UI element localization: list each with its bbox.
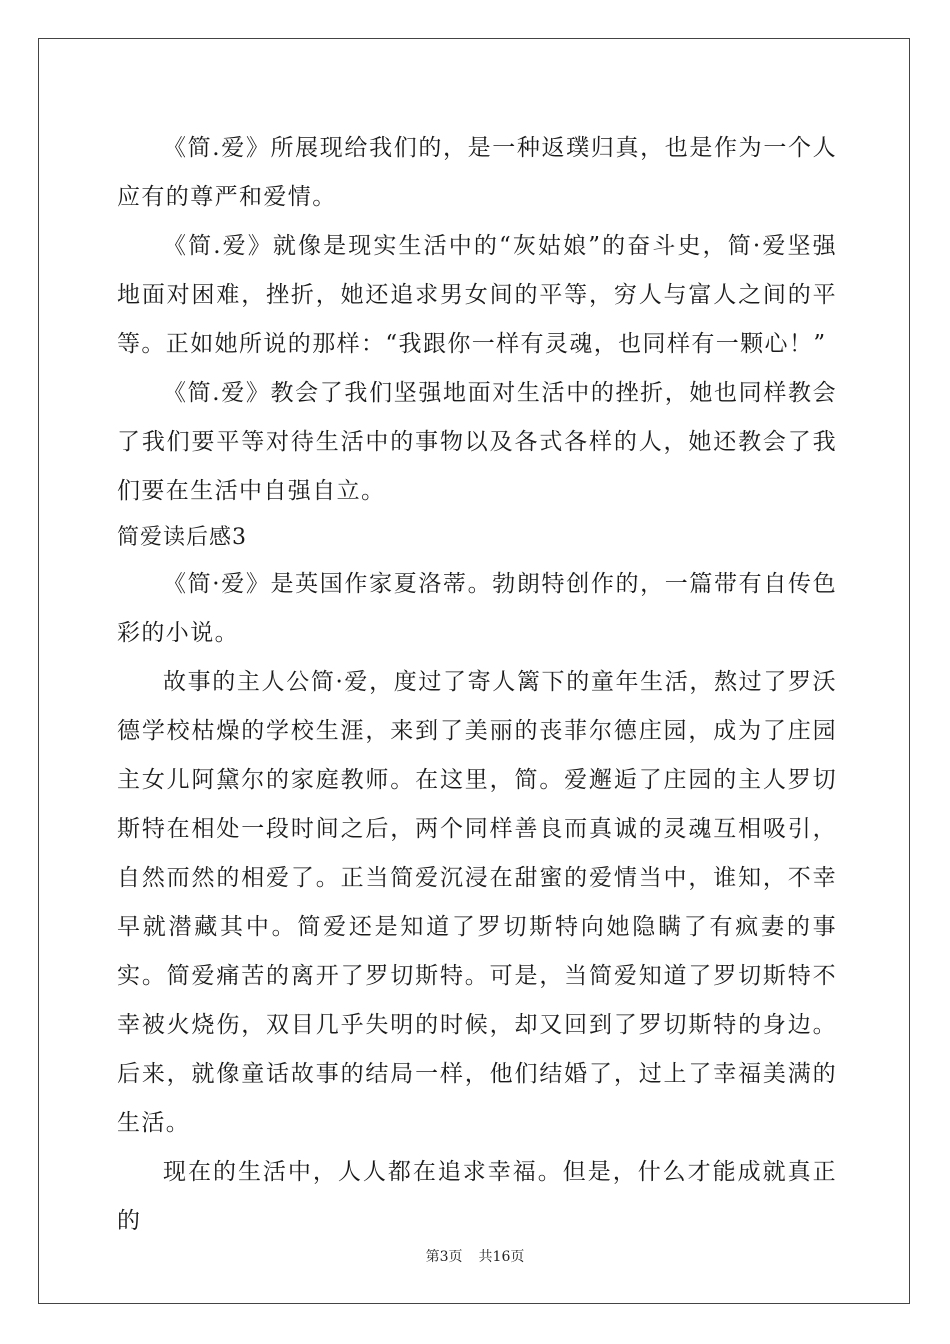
- page-footer: [0, 1246, 950, 1266]
- paragraph: 《简.爱》教会了我们坚强地面对生活中的挫折，她也同样教会了我们要平等对待生活中的事物以及各式各样的人，她还教会了我们要在生活中自强自立。: [117, 380, 837, 504]
- section-heading: 简爱读后感3: [117, 525, 247, 550]
- paragraph: 《简.爱》就像是现实生活中的“灰姑娘”的奋斗史，简·爱坚强地面对困难，挫折，她还追求男女间的平等，穷人与富人之间的平等。正如她所说的那样：“我跟你一样有灵魂，也同样有一颗心！”: [117, 233, 837, 357]
- page-number: 第3页: [425, 1249, 463, 1265]
- document-body: [117, 124, 837, 1246]
- paragraph: 故事的主人公简·爱，度过了寄人篱下的童年生活，熬过了罗沃德学校枯燥的学校生涯，来到了美丽的丧菲尔德庄园，成为了庄园主女儿阿黛尔的家庭教师。在这里，简。爱邂逅了庄园的主人罗切斯特在相处一段时间之后，两个同样善良而真诚的灵魂互相吸引，自然而然的相爱了。正当简爱沉浸在甜蜜的爱情当中，谁知，不幸早就潜藏其中。简爱还是知道了罗切斯特向她隐瞒了有疯妻的事实。简爱痛苦的离开了罗切斯特。可是，当简爱知道了罗切斯特不幸被火烧伤，双目几乎失明的时候，却又回到了罗切斯特的身边。后来，就像童话故事的结局一样，他们结婚了，过上了幸福美满的生活。: [117, 669, 837, 1136]
- paragraph: 现在的生活中，人人都在追求幸福。但是，什么才能成就真正的: [117, 1159, 837, 1234]
- paragraph: 《简·爱》是英国作家夏洛蒂。勃朗特创作的，一篇带有自传色彩的小说。: [117, 571, 837, 646]
- paragraph: 《简.爱》所展现给我们的，是一种返璞归真，也是作为一个人应有的尊严和爱情。: [117, 135, 837, 210]
- page-total: 共16页: [478, 1249, 525, 1265]
